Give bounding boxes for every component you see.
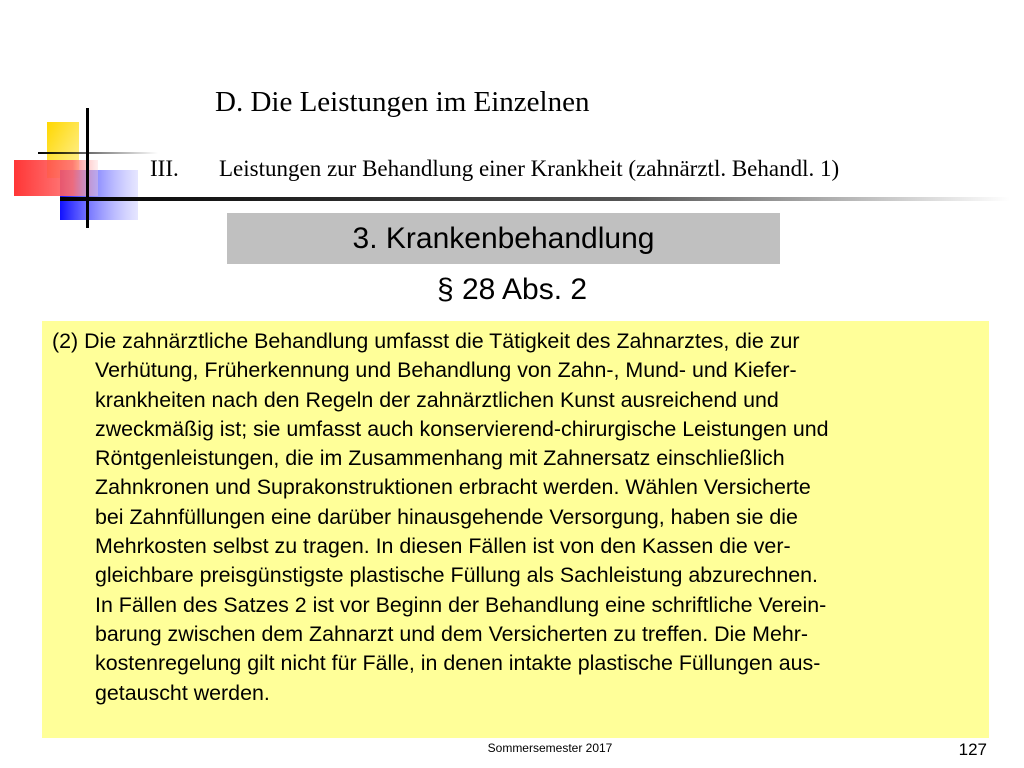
deco-red-square [14, 160, 98, 196]
paragraph-line: barung zwischen dem Zahnarzt und dem Versicherten zu treffen. Die Mehr- [95, 621, 808, 646]
subtitle-number: III. [150, 156, 179, 181]
deco-horizontal-line [38, 152, 158, 154]
law-paragraph-box [42, 321, 989, 738]
paragraph-line: In Fällen des Satzes 2 ist vor Beginn der Behandlung eine schriftliche Verein- [95, 592, 827, 617]
heading-text: 3. Krankenbehandlung [352, 221, 655, 255]
title-rule [60, 197, 1010, 201]
heading-box [227, 213, 780, 264]
deco-vertical-line [86, 108, 89, 228]
paragraph-line: krankheiten nach den Regeln der zahnärztlichen Kunst ausreichend und [95, 387, 779, 412]
subtitle-text: Leistungen zur Behandlung einer Krankheit (zahnärztl. Behandl. 1) [219, 156, 840, 181]
paragraph-line: kostenregelung gilt nicht für Fälle, in denen intakte plastische Füllungen aus- [95, 651, 821, 676]
paragraph-line: Röntgenleistungen, die im Zusammenhang mit Zahnersatz einschließlich [95, 446, 785, 471]
page-number: 127 [958, 740, 987, 759]
paragraph-line: zweckmäßig ist; sie umfasst auch konservierend-chirurgische Leistungen und [95, 416, 829, 441]
section-reference: § 28 Abs. 2 [436, 273, 588, 306]
paragraph-line: getauscht werden. [95, 680, 270, 705]
footer-semester: Sommersemester 2017 [487, 741, 613, 755]
paragraph-line: (2) Die zahnärztliche Behandlung umfasst die Tätigkeit des Zahnarztes, die zur [52, 329, 800, 353]
paragraph-line: gleichbare preisgünstigste plastische Füllung als Sachleistung abzurechnen. [95, 563, 818, 588]
paragraph-line: bei Zahnfüllungen eine darüber hinausgehende Versorgung, haben sie die [95, 504, 798, 529]
slide-title: D. Die Leistungen im Einzelnen [215, 86, 590, 118]
paragraph-line: Mehrkosten selbst zu tragen. In diesen Fällen ist von den Kassen die ver- [95, 534, 791, 559]
paragraph-line: Zahnkronen und Suprakonstruktionen erbracht werden. Wählen Versicherte [95, 475, 811, 500]
paragraph-line: Verhütung, Früherkennung und Behandlung von Zahn-, Mund- und Kiefer- [95, 358, 797, 383]
decorative-logo [0, 0, 160, 240]
